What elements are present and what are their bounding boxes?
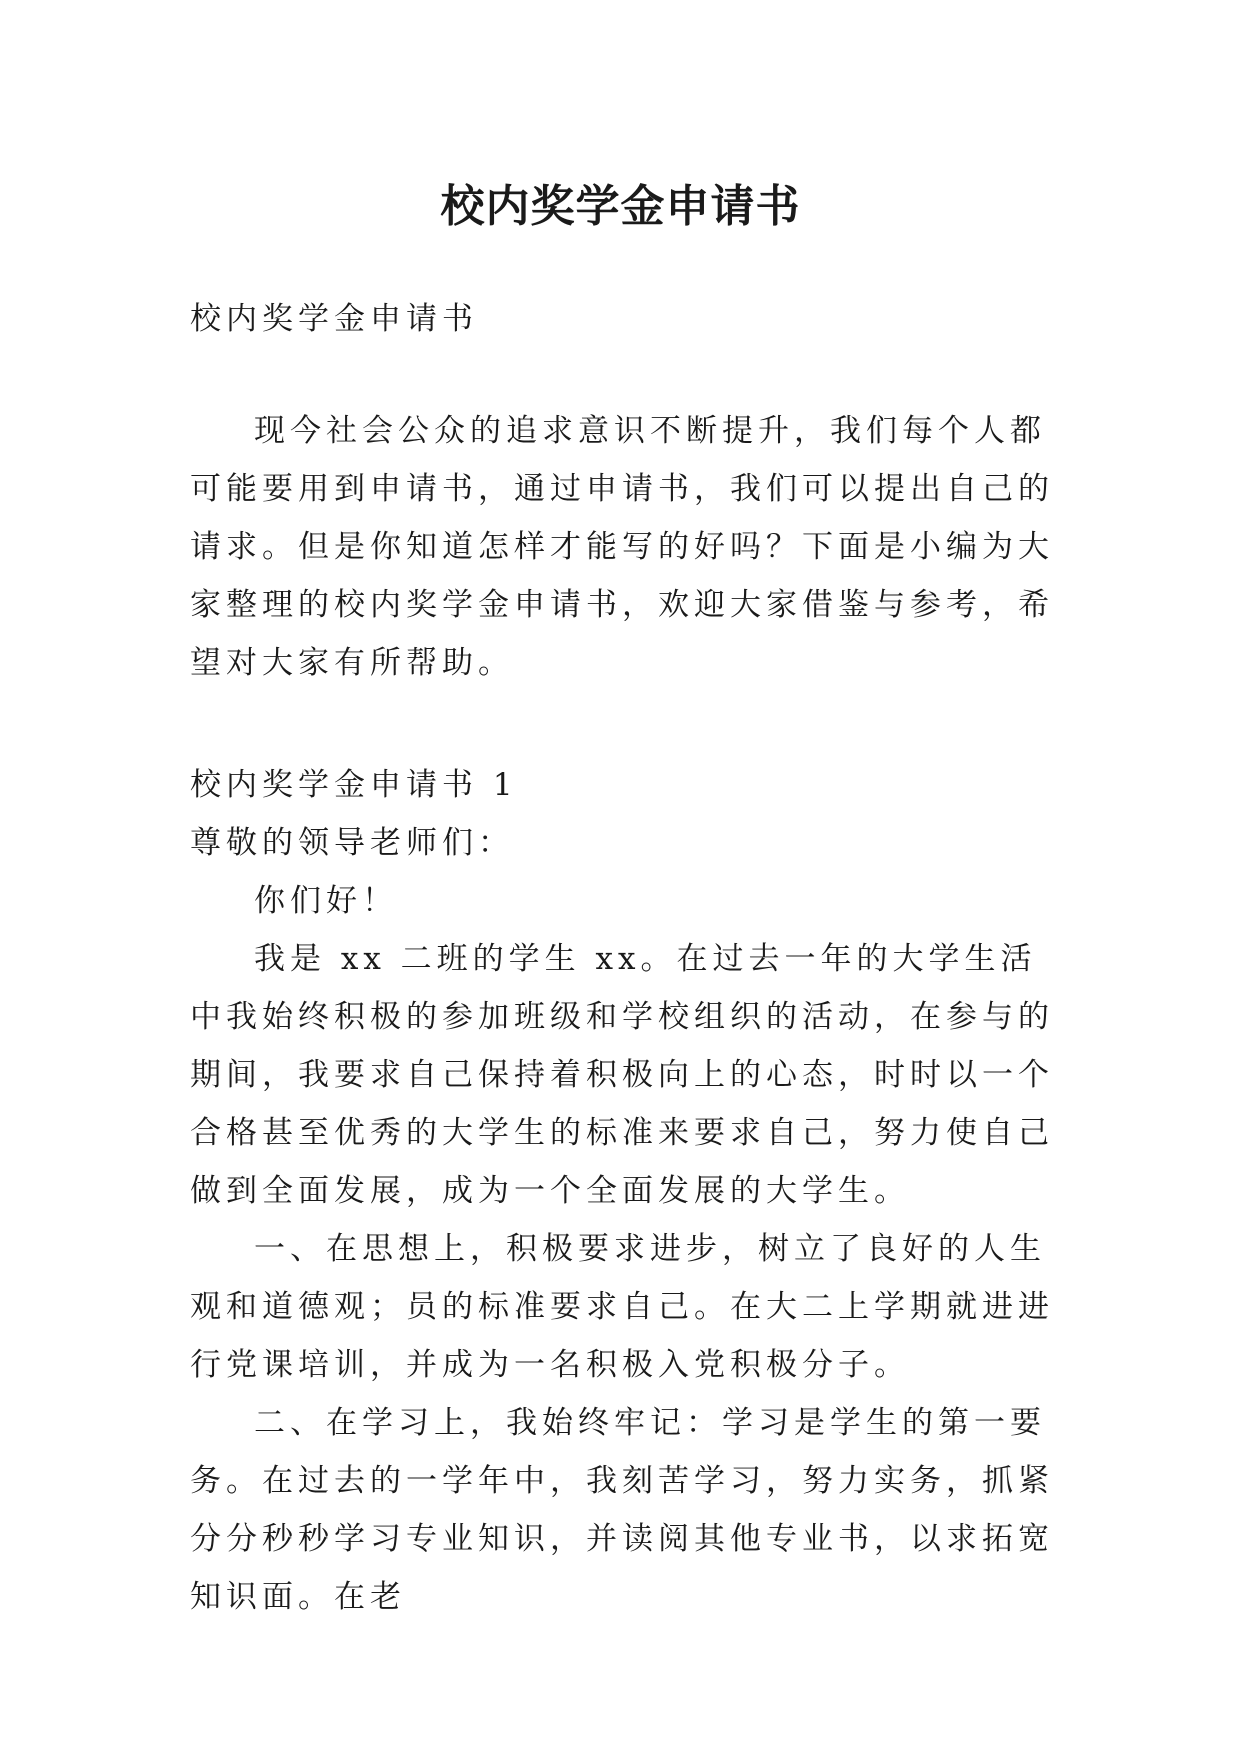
section-heading: 校内奖学金申请书 1 bbox=[190, 767, 518, 803]
greeting: 你们好！ bbox=[254, 883, 398, 919]
document-title: 校内奖学金申请书 bbox=[440, 181, 801, 233]
body-paragraph: 二、在学习上，我始终牢记：学习是学生的第一要务。在过去的一学年中，我刻苦学习，努力实务，抓紧分分秒秒学习专业知识，并读阅其他专业书，以求拓宽知识面。在老 bbox=[190, 1405, 1054, 1615]
salutation: 尊敬的领导老师们： bbox=[190, 825, 514, 861]
body-paragraph: 我是 xx 二班的学生 xx。在过去一年的大学生活中我始终积极的参加班级和学校组织的活动，在参与的期间，我要求自己保持着积极向上的心态，时时以一个合格甚至优秀的大学生的标准来要求自己，努力使自己做到全面发展，成为一个全面发展的大学生。 bbox=[190, 941, 1054, 1209]
document-subtitle: 校内奖学金申请书 bbox=[190, 301, 478, 337]
intro-paragraph: 现今社会公众的追求意识不断提升，我们每个人都可能要用到申请书，通过申请书，我们可以提出自己的请求。但是你知道怎样才能写的好吗？下面是小编为大家整理的校内奖学金申请书，欢迎大家借鉴与参考，希望对大家有所帮助。 bbox=[190, 413, 1054, 681]
body-paragraph: 一、在思想上，积极要求进步，树立了良好的人生观和道德观；员的标准要求自己。在大二上学期就进进行党课培训，并成为一名积极入党积极分子。 bbox=[190, 1231, 1054, 1383]
